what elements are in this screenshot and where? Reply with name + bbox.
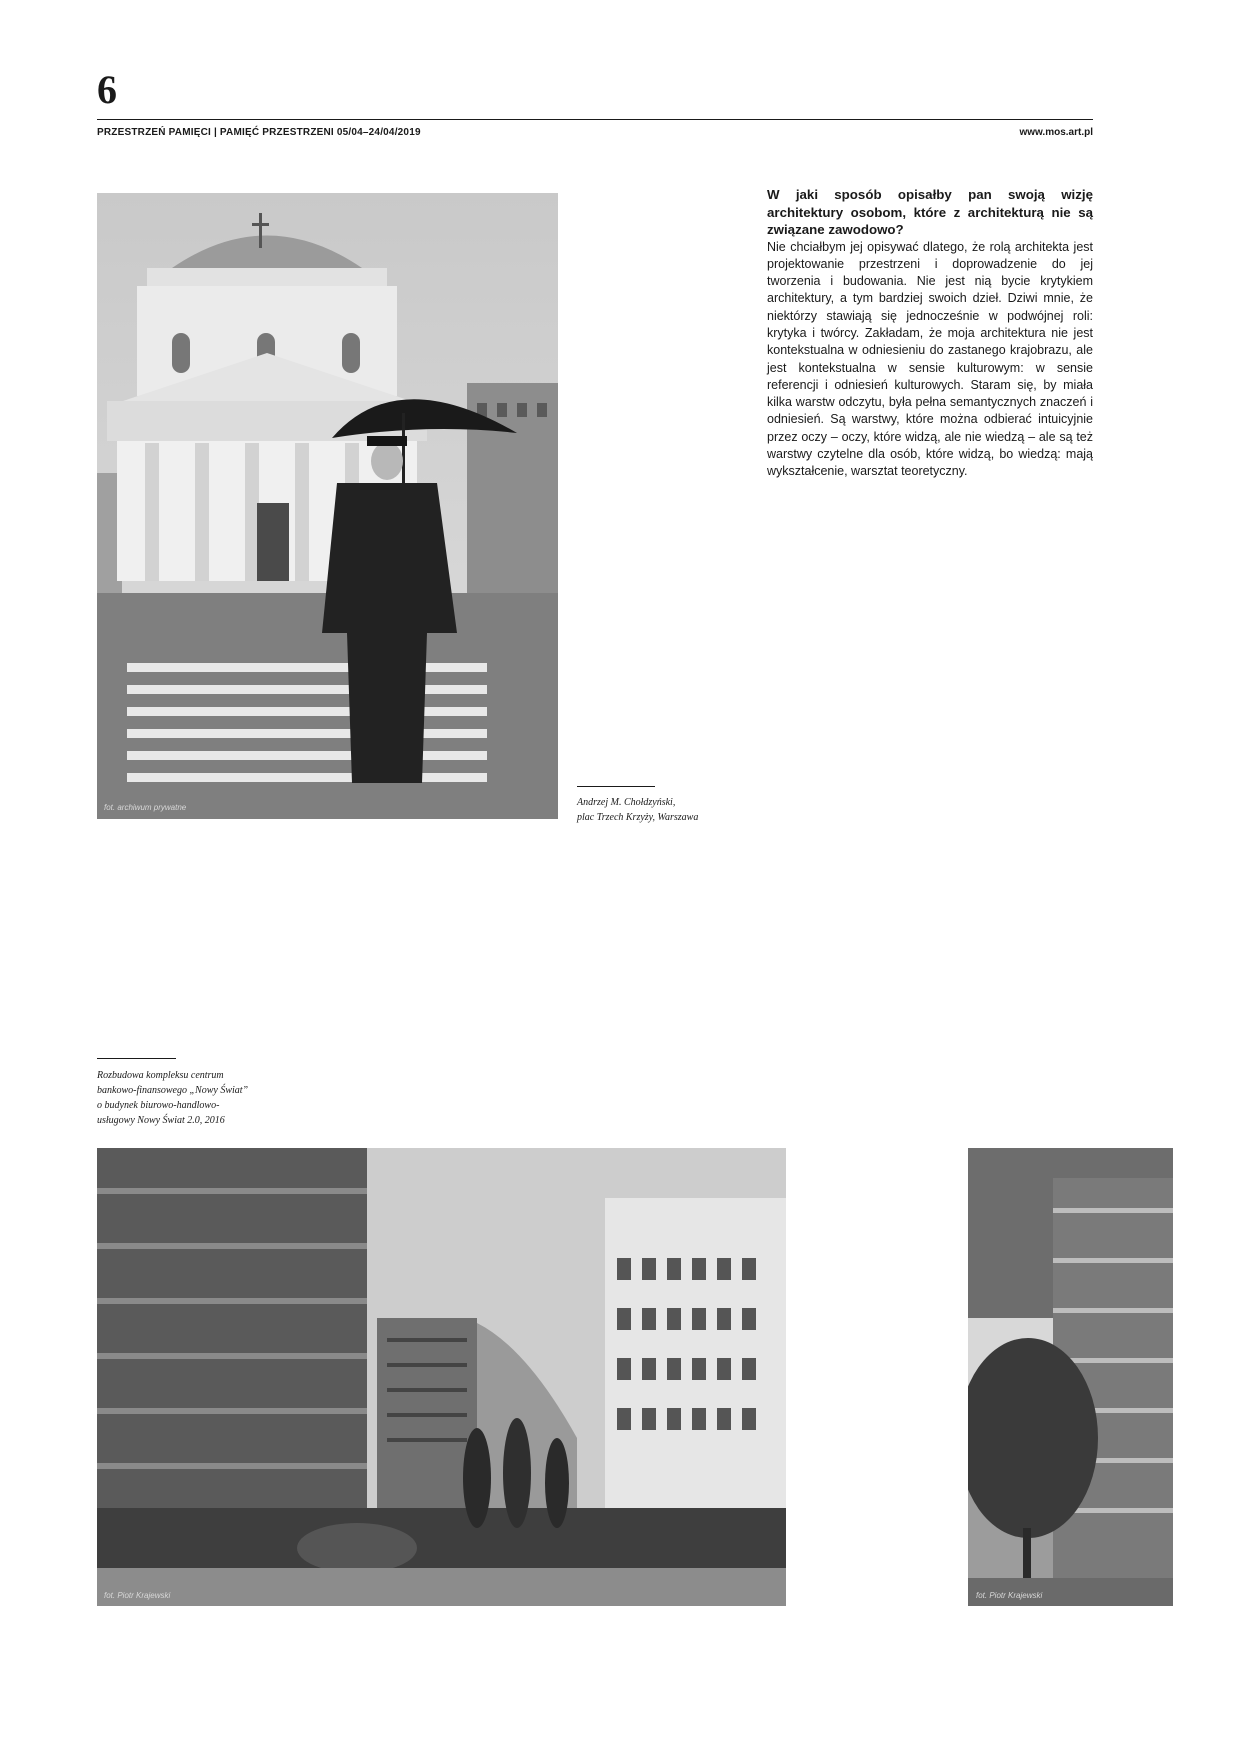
portrait-photo-credit: fot. archiwum prywatne [104, 803, 187, 812]
page-number: 6 [97, 67, 117, 112]
portrait-photo [97, 193, 558, 819]
building-photo [97, 1148, 786, 1606]
building-photo-credit: fot. Piotr Krajewski [104, 1591, 171, 1600]
building-caption-line: usługowy Nowy Świat 2.0, 2016 [97, 1115, 225, 1126]
tower-photo [968, 1148, 1173, 1606]
building-caption-line: Rozbudowa kompleksu centrum [97, 1070, 224, 1081]
interview-answer: Nie chciałbym jej opisywać dlatego, że rolą architekta jest projektowanie przestrzeni i doprowadzenie do jej tworzenia i budowania. Nie jest nią bycie krytykiem architektury, a tym bardziej swoich dzieł. Dziwi mnie, że niektórzy stawiają się jednocześnie w podwójnej roli: krytyka i twórcy. Zakładam, że moja architektura nie jest kontekstualna w odniesieniu do zastanego krajobrazu, ale jest kontekstualna w sensie kulturowym: w sensie referencji i odniesień kulturowych. Staram się, by miała kilka warstw odczytu, była pełna semantycznych znaczeń i odniesień. Są warstwy, które można odbierać intuicyjnie przez oczy – oczy, które widzą, ale nie wiedzą – ale są też warstwy czytelne dla osób, które widzą, bo wiedzą: mają wykształcenie, warsztat teoretyczny. [767, 239, 1093, 479]
header-rule [97, 119, 1093, 120]
interview-question: W jaki sposób opisałby pan swoją wizję architektury osobom, które z architekturą nie są związane zawodowo? [767, 187, 1093, 237]
portrait-caption-rule [577, 786, 655, 787]
building-caption-line: o budynek biurowo-handlowo- [97, 1100, 220, 1111]
article-body [767, 186, 1093, 481]
portrait-caption-line: Andrzej M. Chołdzyński, [577, 797, 676, 808]
website-link[interactable]: www.mos.art.pl [1019, 127, 1093, 138]
building-caption-line: bankowo-finansowego „Nowy Świat” [97, 1085, 249, 1096]
section-title: PRZESTRZEŃ PAMIĘCI | PAMIĘĆ PRZESTRZENI 05/04–24/04/2019 [97, 127, 421, 138]
building-caption-rule [97, 1058, 176, 1059]
tower-photo-credit: fot. Piotr Krajewski [976, 1591, 1043, 1600]
portrait-caption [577, 795, 757, 825]
portrait-caption-line: plac Trzech Krzyży, Warszawa [577, 812, 699, 823]
building-caption [97, 1068, 317, 1128]
